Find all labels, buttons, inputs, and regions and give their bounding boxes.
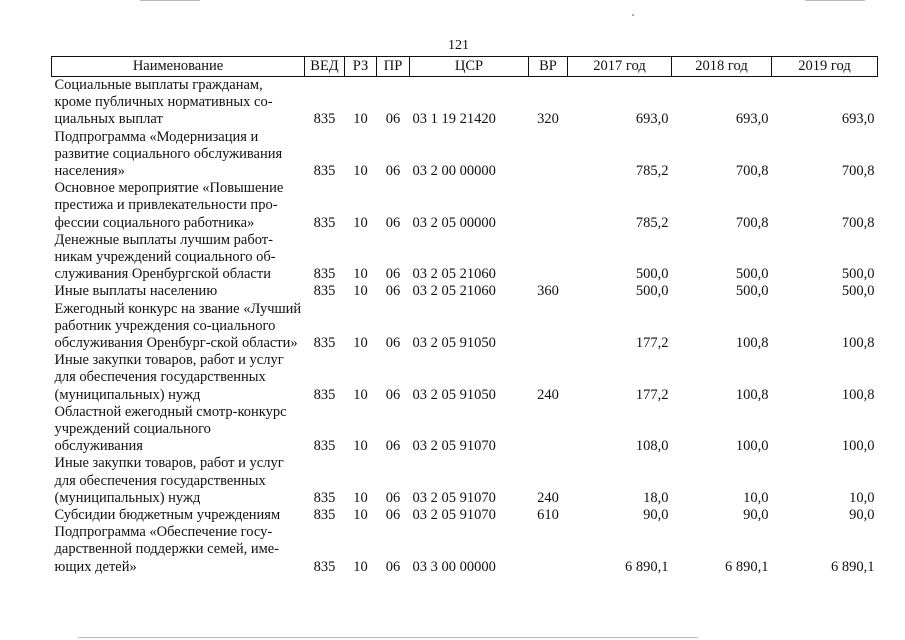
table-row [52, 232, 878, 284]
cell-2018: 700,8 [735, 214, 769, 231]
cell-pr: 06 [385, 335, 401, 352]
cell-pr: 06 [385, 438, 401, 455]
cell-2019: 500,0 [841, 266, 875, 283]
cell-2019: 90,0 [849, 507, 875, 524]
cell-2017: 18,0 [643, 489, 669, 506]
cell-pr: 06 [385, 386, 401, 403]
cell-rz: 10 [353, 386, 368, 403]
cell-rz: 10 [353, 163, 368, 180]
cell-pr: 06 [385, 507, 401, 524]
cell-ved: 835 [313, 214, 336, 231]
cell-name: Денежные выплаты лучшим работ-никам учреждений социального об-служивания Оренбургской области [54, 231, 276, 283]
header-2019: 2019 год [772, 57, 878, 77]
table-row [52, 507, 878, 524]
cell-name: Иные закупки товаров, работ и услуг для обеспечения государственных (муниципальных) нужд [54, 455, 284, 506]
scan-artifact-top-left [140, 0, 200, 1]
cell-2017: 785,2 [635, 214, 669, 231]
table-body [52, 77, 878, 576]
cell-ved: 835 [313, 386, 336, 403]
header-2017: 2017 год [568, 57, 672, 77]
cell-2019: 500,0 [841, 283, 875, 300]
cell-ved: 835 [313, 489, 336, 506]
table-row [52, 77, 878, 129]
cell-2017: 6 890,1 [625, 558, 669, 575]
cell-2018: 10,0 [743, 489, 769, 506]
header-ved: ВЕД [305, 57, 345, 77]
cell-csr: 03 2 00 00000 [412, 163, 496, 180]
table-header [52, 57, 878, 77]
cell-2019: 100,8 [841, 335, 875, 352]
header-vr: ВР [529, 57, 568, 77]
cell-2018: 700,8 [735, 163, 769, 180]
cell-rz: 10 [353, 283, 368, 300]
cell-2017: 108,0 [635, 438, 669, 455]
cell-name: Основное мероприятие «Повышение престижа и привлекательности про-фессии социального работника» [54, 180, 284, 231]
cell-csr: 03 2 05 91050 [412, 386, 496, 403]
cell-name: Социальные выплаты гражданам, кроме публичных нормативных со-циальных выплат [54, 77, 273, 128]
cell-csr: 03 3 00 00000 [412, 558, 496, 575]
cell-2019: 700,8 [841, 214, 875, 231]
cell-2017: 500,0 [635, 283, 669, 300]
cell-pr: 06 [385, 283, 401, 300]
cell-2019: 100,8 [841, 386, 875, 403]
cell-rz: 10 [353, 507, 368, 524]
cell-2017: 693,0 [635, 111, 669, 128]
cell-name: Областной ежегодный смотр-конкурс учреждений социального обслуживания [54, 403, 287, 455]
cell-2018: 100,8 [735, 386, 769, 403]
table-row [52, 404, 878, 456]
cell-name: Иные выплаты населению [54, 283, 218, 300]
cell-rz: 10 [353, 335, 368, 352]
cell-2018: 693,0 [735, 111, 769, 128]
cell-2018: 500,0 [735, 266, 769, 283]
cell-ved: 835 [313, 283, 336, 300]
cell-2017: 500,0 [635, 266, 669, 283]
cell-2019: 700,8 [841, 163, 875, 180]
cell-vr [529, 524, 568, 576]
cell-2018: 6 890,1 [725, 558, 769, 575]
cell-2017: 177,2 [635, 386, 669, 403]
header-2018: 2018 год [672, 57, 772, 77]
cell-2019: 10,0 [849, 489, 875, 506]
cell-name: Ежегодный конкурс на звание «Лучший работник учреждения со-циального обслуживания Оренбург-ской области» [54, 300, 302, 352]
cell-name: Подпрограмма «Обеспечение госу-дарственной поддержки семей, име-ющих детей» [54, 524, 280, 575]
cell-ved: 835 [313, 558, 336, 575]
cell-vr [529, 232, 568, 284]
cell-name: Подпрограмма «Модернизация и развитие социального обслуживания населения» [54, 128, 283, 180]
cell-2017: 90,0 [643, 507, 669, 524]
cell-name: Иные закупки товаров, работ и услуг для обеспечения государственных (муниципальных) нужд [54, 352, 284, 403]
cell-csr: 03 2 05 21060 [412, 283, 496, 300]
cell-2018: 500,0 [735, 283, 769, 300]
cell-pr: 06 [385, 111, 401, 128]
table-row [52, 180, 878, 232]
cell-vr: 320 [537, 111, 559, 128]
cell-vr [529, 180, 568, 232]
table-row [52, 129, 878, 181]
cell-2019: 693,0 [841, 111, 875, 128]
cell-rz: 10 [353, 558, 368, 575]
header-csr: ЦСР [410, 57, 529, 77]
header-rz: РЗ [345, 57, 377, 77]
cell-2019: 100,0 [841, 438, 875, 455]
cell-csr: 03 1 19 21420 [412, 111, 496, 128]
header-pr: ПР [377, 57, 410, 77]
cell-pr: 06 [385, 214, 401, 231]
cell-ved: 835 [313, 111, 336, 128]
cell-ved: 835 [313, 438, 336, 455]
cell-vr [529, 301, 568, 353]
cell-pr: 06 [385, 489, 401, 506]
cell-2018: 100,8 [735, 335, 769, 352]
scan-artifact-bottom [78, 637, 698, 638]
cell-csr: 03 2 05 91070 [412, 507, 496, 524]
table-row [52, 455, 878, 507]
cell-csr: 03 2 05 91070 [412, 489, 496, 506]
cell-name: Субсидии бюджетным учреждениям [54, 507, 281, 524]
cell-ved: 835 [313, 335, 336, 352]
cell-2018: 90,0 [743, 507, 769, 524]
table-row [52, 352, 878, 404]
cell-vr: 240 [537, 386, 559, 403]
cell-vr: 240 [537, 489, 559, 506]
budget-table [51, 56, 878, 576]
cell-csr: 03 2 05 00000 [412, 214, 496, 231]
cell-ved: 835 [313, 266, 336, 283]
cell-2017: 177,2 [635, 335, 669, 352]
table-row [52, 283, 878, 300]
cell-vr [529, 129, 568, 181]
cell-rz: 10 [353, 266, 368, 283]
cell-ved: 835 [313, 163, 336, 180]
cell-rz: 10 [353, 111, 368, 128]
page-number: 121 [448, 38, 469, 53]
cell-csr: 03 2 05 21060 [412, 266, 496, 283]
table-row [52, 301, 878, 353]
cell-2018: 100,0 [735, 438, 769, 455]
cell-2019: 6 890,1 [831, 558, 875, 575]
cell-ved: 835 [313, 507, 336, 524]
header-name: Наименование [52, 57, 305, 77]
cell-rz: 10 [353, 489, 368, 506]
cell-vr [529, 404, 568, 456]
cell-pr: 06 [385, 163, 401, 180]
cell-rz: 10 [353, 438, 368, 455]
cell-rz: 10 [353, 214, 368, 231]
cell-vr: 610 [537, 507, 559, 524]
cell-csr: 03 2 05 91050 [412, 335, 496, 352]
cell-pr: 06 [385, 266, 401, 283]
table-row [52, 524, 878, 576]
scan-artifact-top-right [805, 0, 865, 1]
cell-vr: 360 [537, 283, 559, 300]
cell-csr: 03 2 05 91070 [412, 438, 496, 455]
scan-artifact-dot [632, 14, 634, 16]
cell-2017: 785,2 [635, 163, 669, 180]
cell-pr: 06 [385, 558, 401, 575]
